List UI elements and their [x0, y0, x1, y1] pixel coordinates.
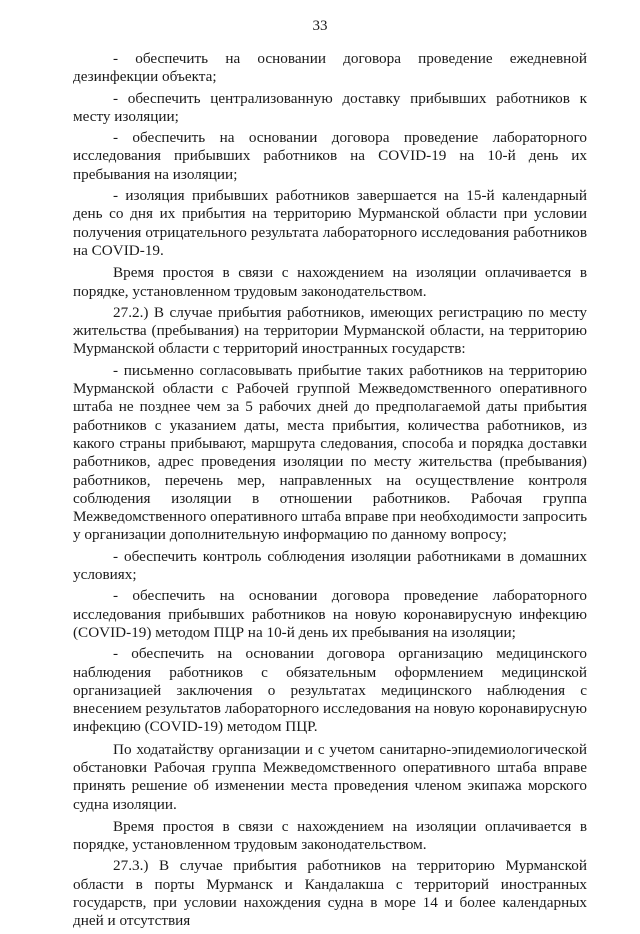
paragraph: Время простоя в связи с нахождением на изоляции оплачивается в порядке, установленном трудовым законодательством. — [73, 817, 587, 854]
paragraph: - письменно согласовывать прибытие таких работников на территорию Мурманской области с Рабочей группой Межведомственного оперативного штаба не позднее чем за 5 рабочих дней до предполагаемой даты прибытия работников с указанием даты, места прибытия, количества работников, из какого страны прибывают, маршрута следования, способа и порядка доставки работников, адрес проведения изоляции по месту жительства (пребывания) работников, перечень мер, направленных на осуществление контроля соблюдения изоляции в отношении работников. Рабочая группа Межведомственного оперативного штаба вправе при необходимости запросить у организации дополнительную информацию по данному вопросу; — [73, 361, 588, 544]
document-body — [73, 50, 587, 934]
paragraph: Время простоя в связи с нахождением на изоляции оплачивается в порядке, установленном трудовым законодательством. — [73, 264, 587, 300]
paragraph: - обеспечить на основании договора проведение лабораторного исследования прибывших работников на COVID-19 на 10-й день их пребывания на изоляции; — [73, 129, 587, 183]
paragraph: 27.3.) В случае прибытия работников на территорию Мурманской области в порты Мурманск и Кандалакша с территорий иностранных государств, при условии нахождения судна в море 14 и более календарных дней и отсутствия — [73, 857, 587, 930]
page-number: 33 — [312, 18, 328, 34]
paragraph: - обеспечить контроль соблюдения изоляции работниками в домашних условиях; — [73, 547, 587, 584]
paragraph: 27.2.) В случае прибытия работников, имеющих регистрацию по месту жительства (пребывания) на территории Мурманской области, на территорию Мурманской области с территорий иностранных государств: — [73, 303, 587, 358]
paragraph: - обеспечить на основании договора проведение лабораторного исследования прибывших работников на новую коронавирусную инфекцию (COVID-19) методом ПЦР на 10-й день их пребывания на изоляции; — [73, 587, 587, 641]
paragraph: - обеспечить централизованную доставку прибывших работников к месту изоляции; — [73, 89, 587, 125]
paragraph: - обеспечить на основании договора организацию медицинского наблюдения работников с обязательным оформлением медицинской организацией заключения о результатах медицинского наблюдения с внесением результатов лабораторного исследования на новую коронавирусную инфекцию (COVID-19) методом ПЦР. — [73, 645, 587, 736]
paragraph: - обеспечить на основании договора проведение ежедневной дезинфекции объекта; — [73, 50, 587, 86]
paragraph: По ходатайству организации и с учетом санитарно-эпидемиологической обстановки Рабочая группа Межведомственного оперативного штаба вправе принять решение об изменении места проведения членом экипажа морского судна изоляции. — [73, 740, 587, 813]
paragraph: - изоляция прибывших работников завершается на 15-й календарный день со дня их прибытия на территорию Мурманской области при условии получения отрицательного результата лабораторного исследования работников на COVID-19. — [73, 187, 587, 259]
